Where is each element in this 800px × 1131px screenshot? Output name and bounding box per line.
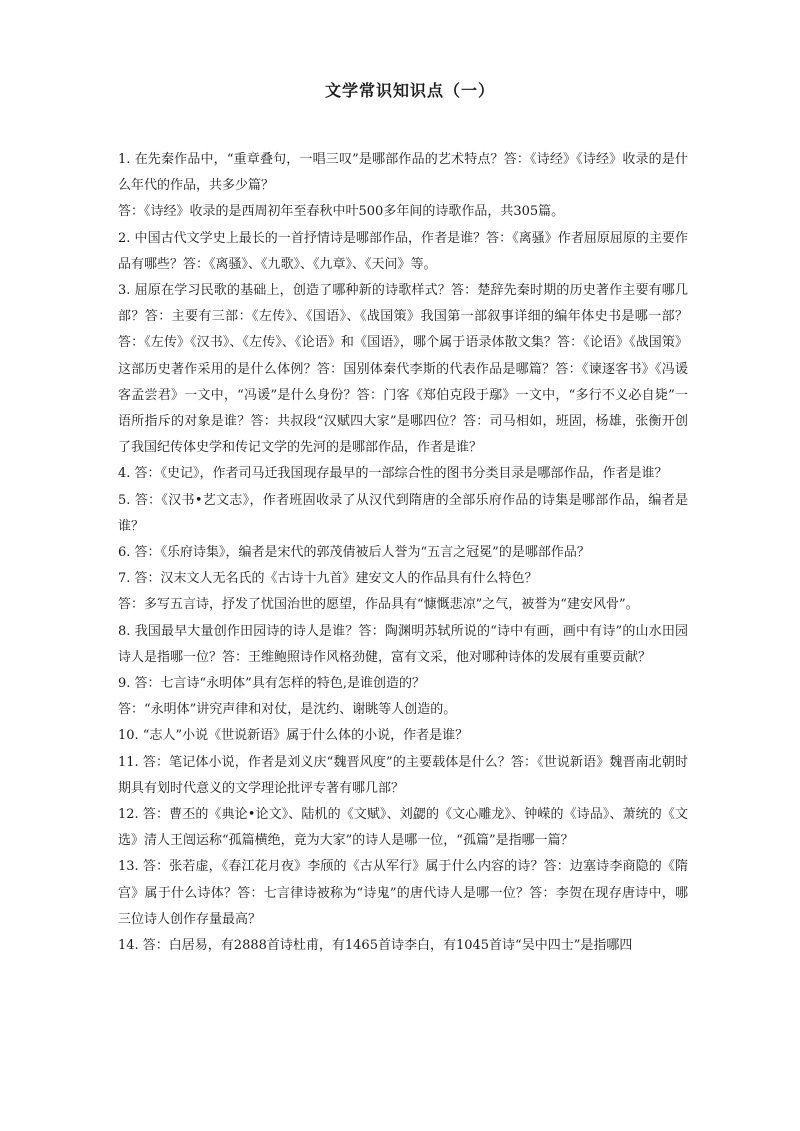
paragraph-10: 10. “志人”小说《世说新语》属于什么体的小说，作者是谁？ — [118, 728, 469, 744]
paragraph-13: 13. 答：张若虚，《春江花月夜》李颀的《古从军行》属于什么内容的诗？答：边塞诗李商隐的《隋宫》属于什么诗体？答：七言律诗被称为“诗鬼”的唐代诗人是哪一位？答：李贺在现存唐诗中，哪三位诗人创作存量最高？ — [118, 859, 688, 927]
page-title: 文学常识知识点（一） — [324, 81, 495, 100]
paragraph-1-answer: 答：《诗经》收录的是西周初年至春秋中叶500多年间的诗歌作品，共305篇。 — [118, 204, 565, 220]
paragraph-2: 2. 中国古代文学史上最长的一首抒情诗是哪部作品，作者是谁？答：《离骚》作者屈原屈原的主要作品有哪些？答：《离骚》、《九歌》、《九章》、《天问》等。 — [118, 230, 688, 272]
paragraph-7: 7. 答：汉末文人无名氏的《古诗十九首》建安文人的作品具有什么特色？ — [118, 571, 538, 587]
paragraph-3: 3. 屈原在学习民歌的基础上，创造了哪种新的诗歌样式？答：楚辞先秦时期的历史著作主要有哪几部？答：主要有三部：《左传》、《国语》、《战国策》我国第一部叙事详细的编年体史书是哪一部？答：《左传》《汉书》、《左传》、《论语》和《国语》，哪个属于语录体散文集？答：《论语》《战国策》这部历史著作采用的是什么体例？答：国别体秦代李斯的代表作品是哪篇？答：《谏逐客书》《冯谖客孟尝君》一文中，“冯谖”是什么身份？答：门客《郑伯克段于鄢》一文中，“多行不义必自毙”一语所指斥的对象是谁？答：共叔段“汉赋四大家”是哪四位？答：司马相如，班固，杨雄，张衡开创了我国纪传体史学和传记文学的先河的是哪部作品，作者是谁？ — [118, 283, 688, 456]
paragraph-5: 5. 答：《汉书•艺文志》，作者班固收录了从汉代到隋唐的全部乐府作品的诗集是哪部作品，编者是谁？ — [118, 492, 688, 534]
paragraph-9-answer: 答：“永明体”讲究声律和对仗，是沈约、谢眺等人创造的。 — [118, 702, 457, 718]
paragraph-7-answer: 答：多写五言诗，抒发了忧国治世的愿望，作品具有“慷慨悲凉”之气，被誉为“建安风骨”。 — [118, 597, 639, 613]
paragraph-11: 11. 答：笔记体小说，作者是刘义庆“魏晋风度”的主要载体是什么？答：《世说新语》魏晋南北朝时期具有划时代意义的文学理论批评专著有哪几部？ — [118, 754, 688, 796]
paragraph-4: 4. 答：《史记》，作者司马迁我国现存最早的一部综合性的图书分类目录是哪部作品，作者是谁？ — [118, 466, 668, 482]
paragraph-12: 12. 答：曹丕的《典论•论文》、陆机的《文赋》、刘勰的《文心雕龙》、钟嵘的《诗品》、萧统的《文选》清人王闿运称“孤篇横绝，竟为大家”的诗人是哪一位，“孤篇”是指哪一篇？ — [118, 807, 688, 849]
paragraph-1: 1. 在先秦作品中，“重章叠句，一唱三叹”是哪部作品的艺术特点？答：《诗经》《诗经》收录的是什么年代的作品，共多少篇？ — [118, 152, 688, 194]
paragraph-14: 14. 答：白居易，有2888首诗杜甫，有1465首诗李白，有1045首诗“吴中四士”是指哪四 — [118, 938, 633, 954]
paragraph-9: 9. 答：七言诗“永明体”具有怎样的特色,是谁创造的？ — [118, 676, 425, 692]
paragraph-8: 8. 我国最早大量创作田园诗的诗人是谁？答：陶渊明苏轼所说的“诗中有画，画中有诗”的山水田园诗人是指哪一位？答：王维鲍照诗作风格劲健，富有文采，他对哪种诗体的发展有重要贡献？ — [118, 623, 688, 665]
document-body — [118, 147, 688, 959]
paragraph-6: 6. 答：《乐府诗集》，编者是宋代的郭茂倩被后人誉为“五言之冠冕”的是哪部作品？ — [118, 545, 590, 561]
